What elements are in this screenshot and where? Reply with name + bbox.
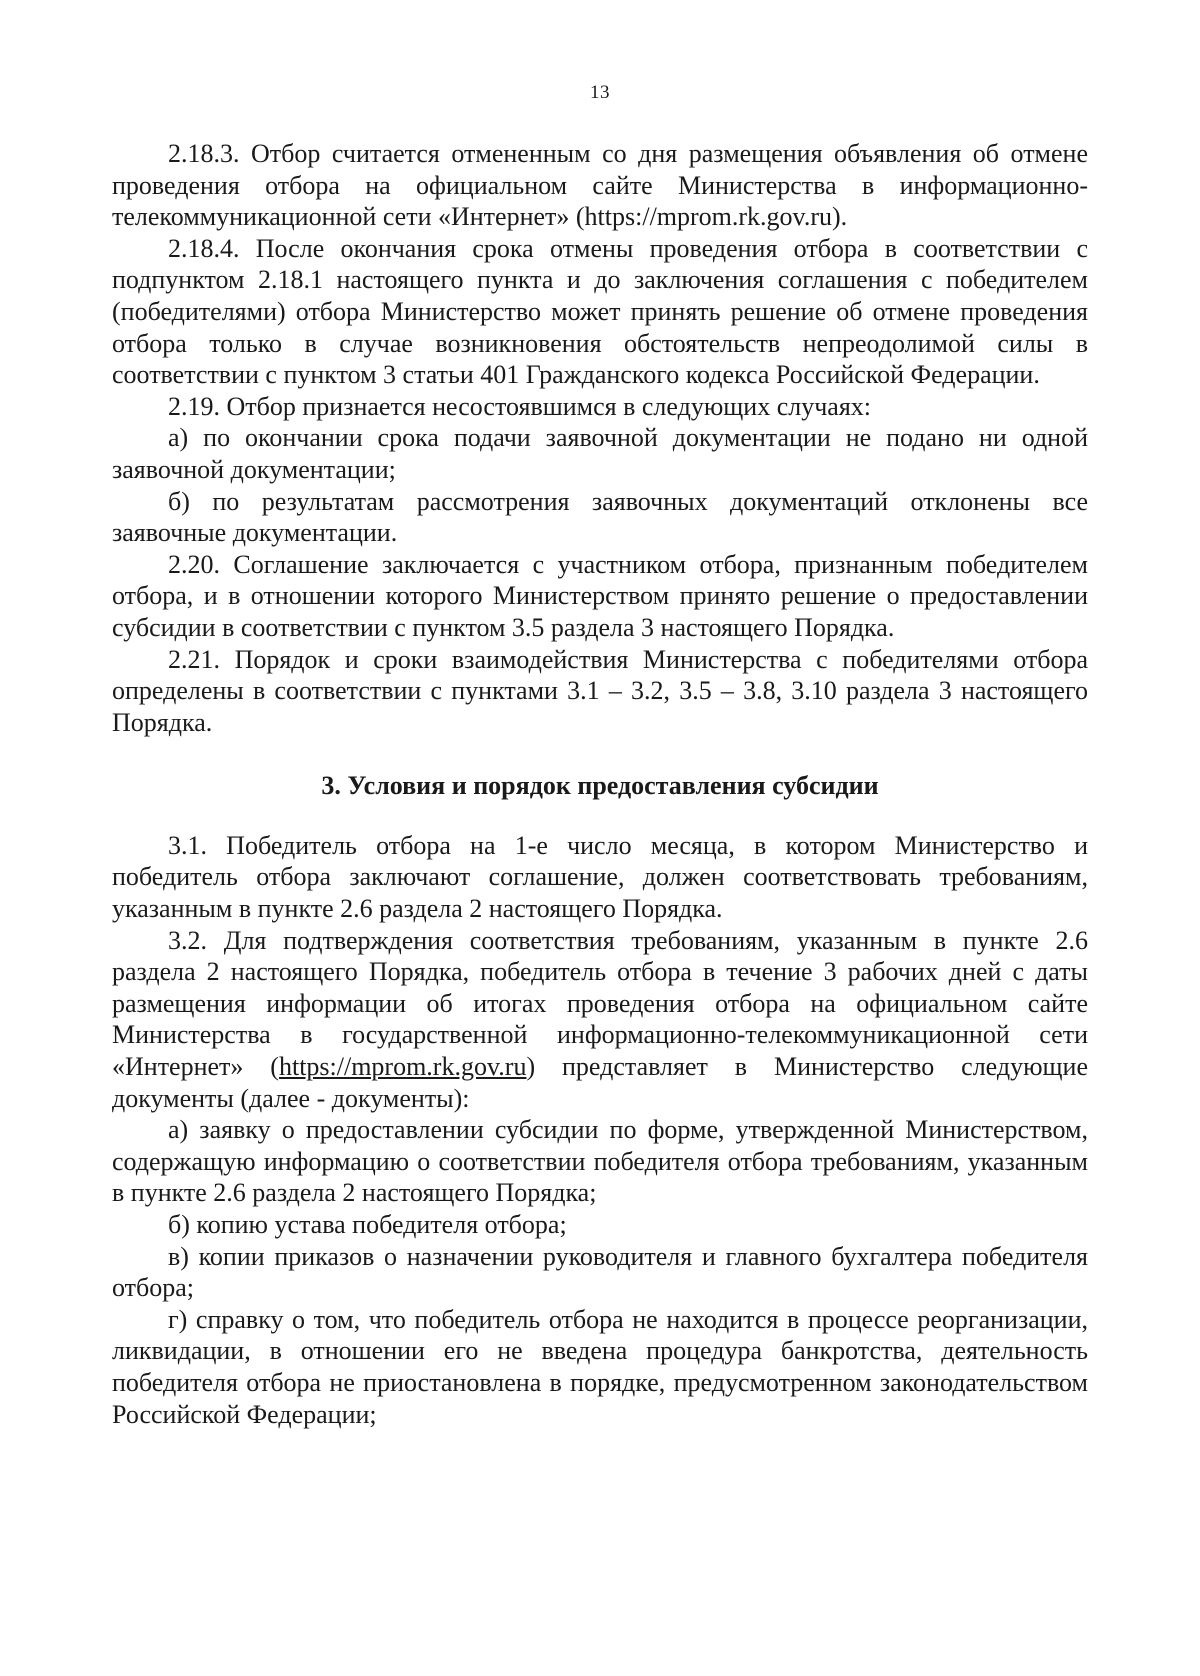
- paragraph-2-19-b: б) по результатам рассмотрения заявочных документаций отклонены все заявочные документации.: [112, 486, 1088, 548]
- paragraph-3-2-text-start: 3.2. Для подтверждения соответствия требованиям, указанным в пункте 2.6 раздела 2 настоящего Порядка, победитель отбора в течение 3 рабочих дней с даты размещения информации об итогах проведения отбора на официальном сайте Министерства в государственной информационно-телекоммуникационной сети «Интернет» (: [112, 925, 1088, 1082]
- paragraph-3-2-a: а) заявку о предоставлении субсидии по форме, утвержденной Министерством, содержащую информацию о соответствии победителя отбора требованиям, указанным в пункте 2.6 раздела 2 настоящего Порядка;: [112, 1115, 1088, 1208]
- paragraph-2-18-4: 2.18.4. После окончания срока отмены проведения отбора в соответствии с подпунктом 2.18.1 настоящего пункта и до заключения соглашения с победителем (победителями) отбора Министерство может принять решение об отмене проведения отбора только в случае возникновения обстоятельств непреодолимой силы в соответствии с пунктом 3 статьи 401 Гражданского кодекса Российской Федерации.: [112, 233, 1088, 390]
- paragraph-2-21: 2.21. Порядок и сроки взаимодействия Министерства с победителями отбора определены в соответствии с пунктами 3.1 – 3.2, 3.5 – 3.8, 3.10 раздела 3 настоящего Порядка.: [112, 644, 1088, 737]
- paragraph-3-2: [112, 925, 1088, 1115]
- paragraph-2-18-3: 2.18.3. Отбор считается отмененным со дня размещения объявления об отмене проведения отбора на официальном сайте Министерства в информационно-телекоммуникационной сети «Интернет» (https://mprom.rk.gov.ru).: [112, 139, 1088, 232]
- section-heading: 3. Условия и порядок предоставления субсидии: [321, 771, 879, 801]
- paragraph-2-19: 2.19. Отбор признается несостоявшимся в следующих случаях:: [168, 391, 872, 421]
- page-number: 13: [590, 82, 610, 103]
- paragraph-3-2-b: б) копию устава победителя отбора;: [168, 1210, 567, 1239]
- paragraph-2-19-a: а) по окончании срока подачи заявочной документации не подано ни одной заявочной документации;: [112, 423, 1088, 484]
- ministry-website-link[interactable]: https://mprom.rk.gov.ru: [278, 1052, 527, 1082]
- paragraph-3-2-v: в) копии приказов о назначении руководителя и главного бухгалтера победителя отбора;: [112, 1241, 1088, 1303]
- paragraph-2-20: 2.20. Соглашение заключается с участником отбора, признанным победителем отбора, и в отношении которого Министерством принято решение о предоставлении субсидии в соответствии с пунктом 3.5 раздела 3 настоящего Порядка.: [112, 549, 1088, 642]
- paragraph-3-1: 3.1. Победитель отбора на 1-е число месяца, в котором Министерство и победитель отбора заключают соглашение, должен соответствовать требованиям, указанным в пункте 2.6 раздела 2 настоящего Порядка.: [112, 830, 1088, 924]
- paragraph-3-2-g: г) справку о том, что победитель отбора не находится в процессе реорганизации, ликвидации, в отношении его не введена процедура банкротства, деятельность победителя отбора не приостановлена в порядке, предусмотренном законодательством Российской Федерации;: [112, 1304, 1088, 1429]
- document-body: [112, 138, 1088, 1430]
- paragraph-3-2-text-end: ) представляет в Министерство следующие документы (далее - документы):: [112, 1052, 1088, 1113]
